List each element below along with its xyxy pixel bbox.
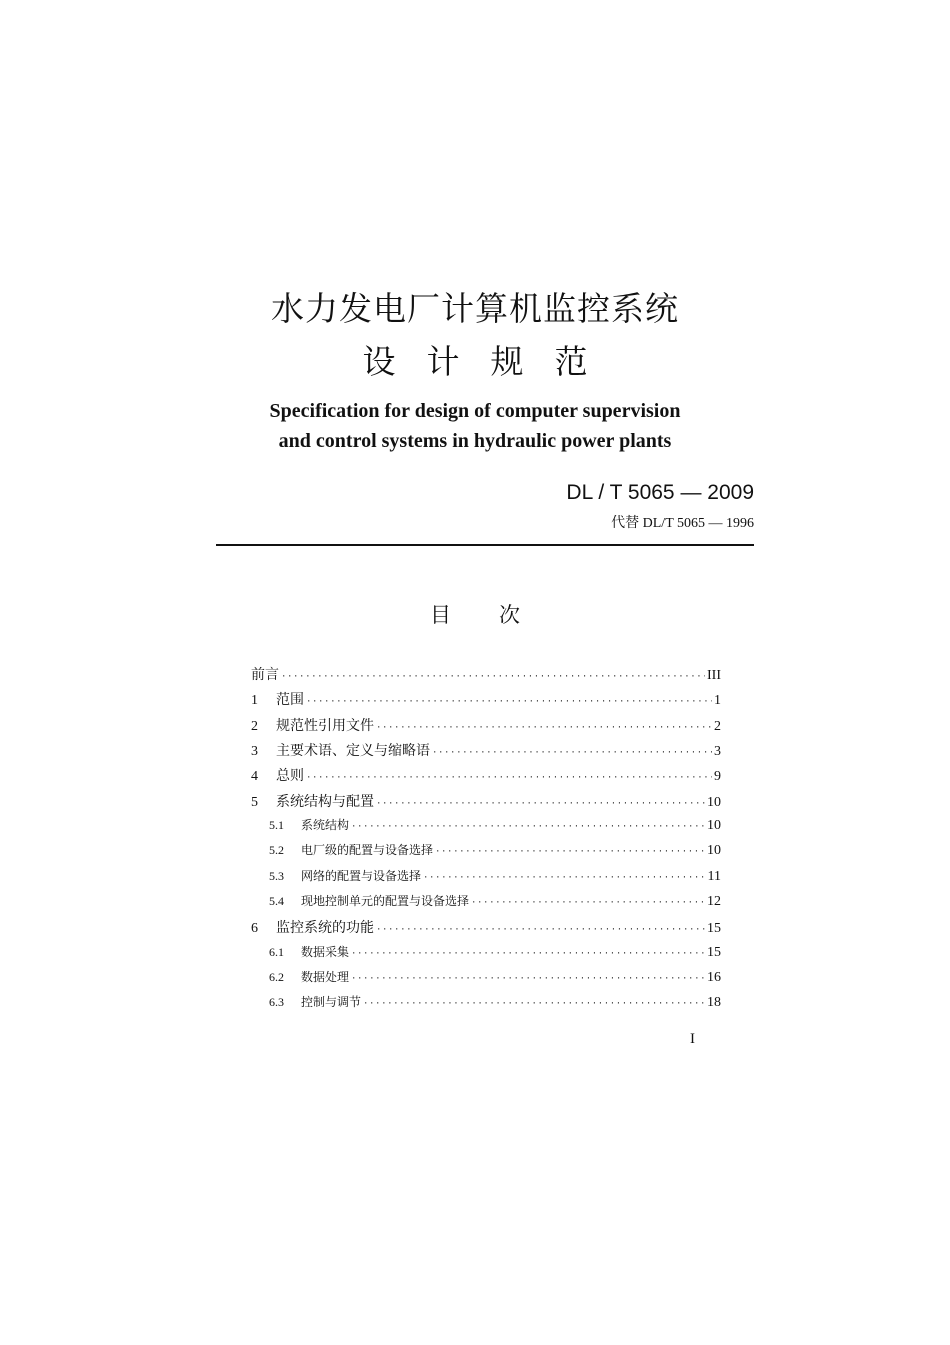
- toc-entry[interactable]: [251, 993, 721, 1018]
- toc-entry-page: 15: [707, 944, 721, 960]
- toc-entry-number: 6.3: [269, 995, 284, 1010]
- toc-leader-dots: [471, 898, 705, 908]
- toc-entry[interactable]: [251, 740, 721, 765]
- toc-leader-dots: [351, 974, 705, 984]
- toc-entry-page: 3: [714, 744, 721, 760]
- toc-entry-number: 3: [251, 744, 258, 760]
- toc-entry-title: 监控系统的功能: [276, 920, 374, 937]
- toc-entry-page: 10: [707, 843, 721, 859]
- toc-entry-number: 5.3: [269, 868, 284, 883]
- toc-entry-title: 网络的配置与设备选择: [301, 868, 422, 883]
- toc-entry-number: 5.2: [269, 843, 284, 858]
- toc-entry-title: 规范性引用文件: [276, 717, 374, 734]
- toc-entry[interactable]: [251, 816, 721, 841]
- toc-leader-dots: [306, 773, 712, 783]
- toc-entry-page: 18: [707, 995, 721, 1011]
- toc-entry-title: 数据处理: [301, 970, 350, 985]
- toc-entry-page: 1: [714, 693, 721, 709]
- toc-entry-number: 5.4: [269, 894, 284, 909]
- replaces-standard: 代替 DL/T 5065 — 1996: [611, 516, 754, 531]
- toc-entry-number: 6: [251, 921, 258, 937]
- toc-entry-title: 控制与调节: [301, 995, 362, 1010]
- toc-entry-number: 4: [251, 769, 258, 785]
- toc-entry[interactable]: [251, 968, 721, 993]
- toc-entry-page: 11: [707, 868, 721, 884]
- toc-leader-dots: [351, 822, 705, 832]
- toc-leader-dots: [423, 873, 706, 883]
- toc-leader-dots: [281, 672, 705, 682]
- toc-entry-title: 总则: [276, 768, 304, 785]
- horizontal-rule: [216, 544, 754, 546]
- toc-entry-number: 1: [251, 693, 258, 709]
- toc-entry[interactable]: [251, 765, 721, 790]
- toc-leader-dots: [306, 697, 712, 707]
- toc-entry-number: 6.1: [269, 944, 284, 959]
- toc-entry[interactable]: [251, 689, 721, 714]
- toc-leader-dots: [435, 847, 705, 857]
- toc-entry-title: 电厂级的配置与设备选择: [301, 843, 434, 858]
- document-title-chinese-line1: 水力发电厂计算机监控系统: [271, 289, 679, 328]
- toc-entry-page: 9: [714, 769, 721, 785]
- toc-leader-dots: [432, 748, 712, 758]
- table-of-contents: [251, 664, 721, 1019]
- toc-entry[interactable]: [251, 917, 721, 942]
- toc-entry-title: 现地控制单元的配置与设备选择: [301, 894, 470, 909]
- toc-entry-page: III: [707, 668, 721, 683]
- toc-entry[interactable]: [251, 867, 721, 892]
- toc-entry-number: 2: [251, 718, 258, 734]
- toc-entry[interactable]: [251, 664, 721, 689]
- toc-entry[interactable]: [251, 943, 721, 968]
- toc-entry-page: 10: [707, 818, 721, 834]
- toc-heading: 目次: [430, 603, 568, 627]
- toc-leader-dots: [376, 925, 705, 935]
- toc-entry-title: 主要术语、定义与缩略语: [276, 743, 430, 760]
- toc-entry-page: 16: [707, 970, 721, 986]
- toc-entry-title: 系统结构与配置: [276, 793, 374, 810]
- toc-entry[interactable]: [251, 715, 721, 740]
- document-title-english-line1: Specification for design of computer supervision: [269, 400, 681, 422]
- toc-entry[interactable]: [251, 791, 721, 816]
- toc-leader-dots: [376, 723, 712, 733]
- toc-entry-title: 范围: [276, 692, 304, 709]
- document-title-chinese-line2: 设计规范: [362, 342, 619, 381]
- toc-leader-dots: [351, 949, 705, 959]
- toc-entry-title: 数据采集: [301, 944, 350, 959]
- toc-entry-number: 5.1: [269, 818, 284, 833]
- toc-entry[interactable]: [251, 841, 721, 866]
- toc-entry-page: 15: [707, 921, 721, 937]
- toc-entry-number: 5: [251, 794, 258, 810]
- toc-entry-title: 前言: [251, 667, 279, 683]
- toc-entry-page: 10: [707, 794, 721, 810]
- toc-entry-number: 6.2: [269, 970, 284, 985]
- toc-entry-title: 系统结构: [301, 818, 350, 833]
- toc-entry-page: 2: [714, 718, 721, 734]
- toc-leader-dots: [376, 799, 705, 809]
- document-title-english-line2: and control systems in hydraulic power plants: [278, 430, 672, 452]
- toc-entry-page: 12: [707, 894, 721, 910]
- page-number: I: [690, 1031, 695, 1047]
- toc-entry[interactable]: [251, 892, 721, 917]
- standard-number: DL / T 5065 — 2009: [566, 481, 754, 504]
- toc-leader-dots: [363, 999, 705, 1009]
